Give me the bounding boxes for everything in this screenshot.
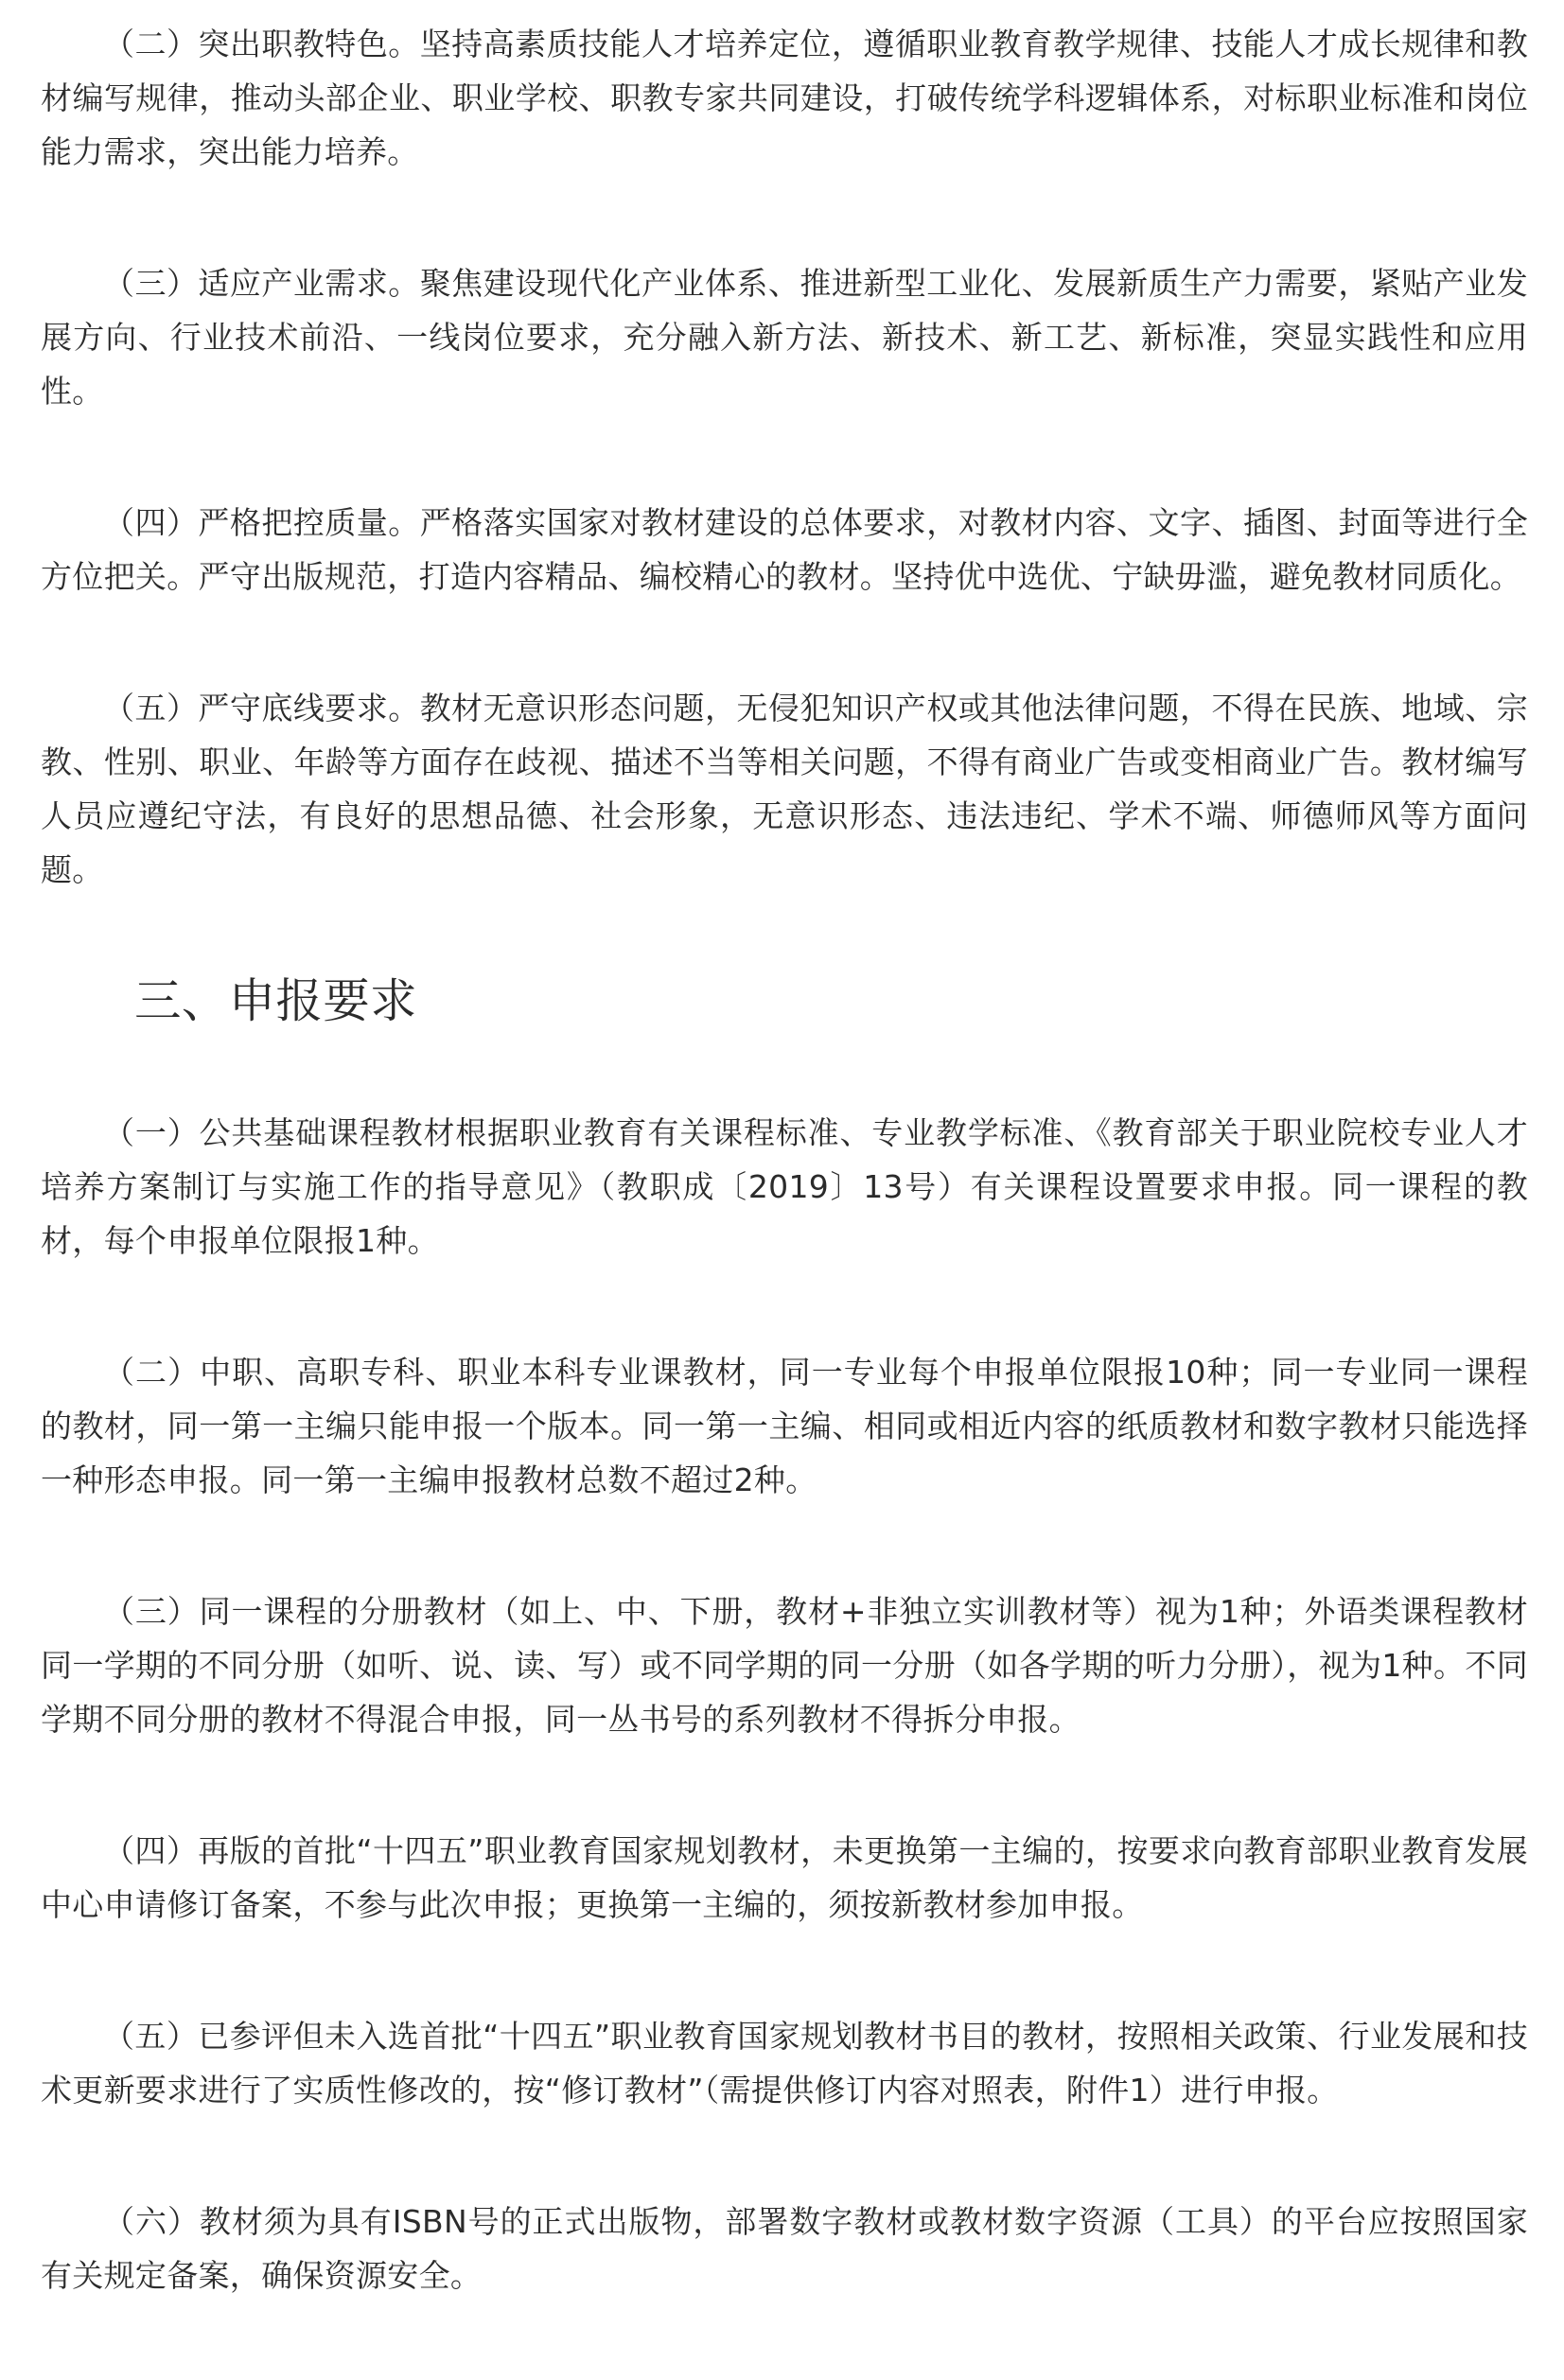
requirement-4: （四）再版的首批“十四五”职业教育国家规划教材，未更换第一主编的，按要求向教育部职业教育发展中心申请修订备案，不参与此次申报；更换第一主编的，须按新教材参加申报。	[41, 1832, 1528, 1923]
paragraph-4: （四）严格把控质量。严格落实国家对教材建设的总体要求，对教材内容、文字、插图、封面等进行全方位把关。严守出版规范，打造内容精品、编校精心的教材。坚持优中选优、宁缺毋滥，避免教材同质化。	[41, 504, 1528, 595]
requirement-2: （二）中职、高职专科、职业本科专业课教材，同一专业每个申报单位限报10种；同一专业同一课程的教材，同一第一主编只能申报一个版本。同一第一主编、相同或相近内容的纸质教材和数字教材只能选择一种形态申报。同一第一主编申报教材总数不超过2种。	[41, 1354, 1528, 1498]
requirement-1: （一）公共基础课程教材根据职业教育有关课程标准、专业教学标准、《教育部关于职业院校专业人才培养方案制订与实施工作的指导意见》（教职成〔2019〕13号）有关课程设置要求申报。同一课程的教材，每个申报单位限报1种。	[41, 1114, 1528, 1259]
document-page	[41, 17, 1528, 2380]
section-heading: 三、申报要求	[134, 973, 417, 1028]
paragraph-3: （三）适应产业需求。聚焦建设现代化产业体系、推进新型工业化、发展新质生产力需要，紧贴产业发展方向、行业技术前沿、一线岗位要求，充分融入新方法、新技术、新工艺、新标准，突显实践性和应用性。	[41, 265, 1528, 410]
requirement-3: （三）同一课程的分册教材（如上、中、下册，教材+非独立实训教材等）视为1种；外语类课程教材同一学期的不同分册（如听、说、读、写）或不同学期的同一分册（如各学期的听力分册），视为1种。不同学期不同分册的教材不得混合申报，同一丛书号的系列教材不得拆分申报。	[41, 1593, 1528, 1738]
paragraph-5: （五）严守底线要求。教材无意识形态问题，无侵犯知识产权或其他法律问题，不得在民族、地域、宗教、性别、职业、年龄等方面存在歧视、描述不当等相关问题，不得有商业广告或变相商业广告。教材编写人员应遵纪守法，有良好的思想品德、社会形象，无意识形态、违法违纪、学术不端、师德师风等方面问题。	[41, 690, 1528, 888]
paragraph-2: （二）突出职教特色。坚持高素质技能人才培养定位，遵循职业教育教学规律、技能人才成长规律和教材编写规律，推动头部企业、职业学校、职教专家共同建设，打破传统学科逻辑体系，对标职业标准和岗位能力需求，突出能力培养。	[41, 26, 1528, 170]
requirement-6: （六）教材须为具有ISBN号的正式出版物，部署数字教材或教材数字资源（工具）的平台应按照国家有关规定备案，确保资源安全。	[41, 2203, 1528, 2294]
requirement-5: （五）已参评但未入选首批“十四五”职业教育国家规划教材书目的教材，按照相关政策、行业发展和技术更新要求进行了实质性修改的，按“修订教材”（需提供修订内容对照表，附件1）进行申报。	[41, 2018, 1528, 2109]
